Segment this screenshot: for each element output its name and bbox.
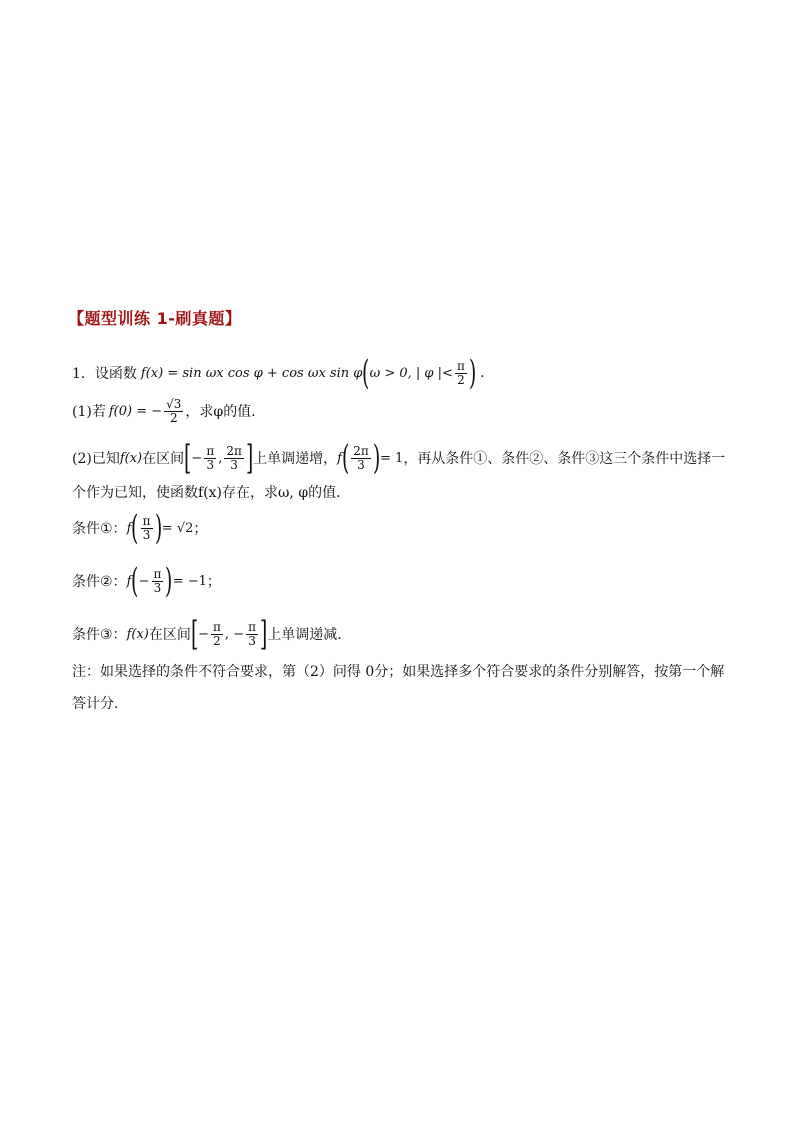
fraction: $\frac{√3}{2}$ [166,397,182,425]
fraction: $\frac{\pi}{3}$ [153,566,162,595]
fraction: $\frac{\pi}{2}$ [213,619,221,648]
question-1-stem: 1．设函数 f(x) = sin ωx cos φ + cos ωx sin φ ( ω > 0, | φ |< $\frac{\pi}{2}$ ) . [72,353,485,393]
question-number: 1．设函数 [72,366,137,382]
part-1: (1)若 f(0) = − $\frac{√3}{2}$ ，求φ的值． [72,397,266,425]
condition-2: 条件②： f ( − $\frac{\pi}{3}$ ) = −1 ； [72,561,221,601]
function-definition: f(x) = sin ωx cos φ + cos ωx sin φ [140,365,363,381]
fraction: $\frac{\pi}{3}$ [248,619,256,648]
condition-3: 条件③： f(x) 在区间 [ − $\frac{\pi}{2}$ , − $\frac{\pi}{3}$ ] 上单调递减． [72,614,352,654]
fraction: $\frac{2\pi}{3}$ [353,443,369,472]
note-line-2: 答计分． [72,696,128,712]
fraction: $\frac{\pi}{2}$ [456,358,465,387]
part-2: (2)已知 f(x) 在区间 [ − $\frac{\pi}{3}$ , $\frac{2\pi}{3}$ ] 上单调递增， f ( $\frac{2\pi}{3}$ ) = 1 ，再从条件①、条件②、条件③这三个条件中选择一 [72,438,726,478]
section-heading: 【题型训练 1-刷真题】 [68,309,242,328]
fraction: $\frac{\pi}{3}$ [142,513,151,542]
fraction: $\frac{\pi}{3}$ [206,443,215,472]
condition-expression: f(0) = − [108,403,163,419]
parameter-condition: ω > 0, | φ |< [369,365,453,381]
part-2-continued: 个作为已知，使函数f(x)存在，求ω, φ的值． [72,485,351,501]
condition-1: 条件①： f ( $\frac{\pi}{3}$ ) = √2 ； [72,508,208,548]
fraction: $\frac{2\pi}{3}$ [226,443,242,472]
note-line-1: 注：如果选择的条件不符合要求，第（2）问得 0分；如果选择多个符合要求的条件分别解答，按第一个解 [72,664,725,680]
